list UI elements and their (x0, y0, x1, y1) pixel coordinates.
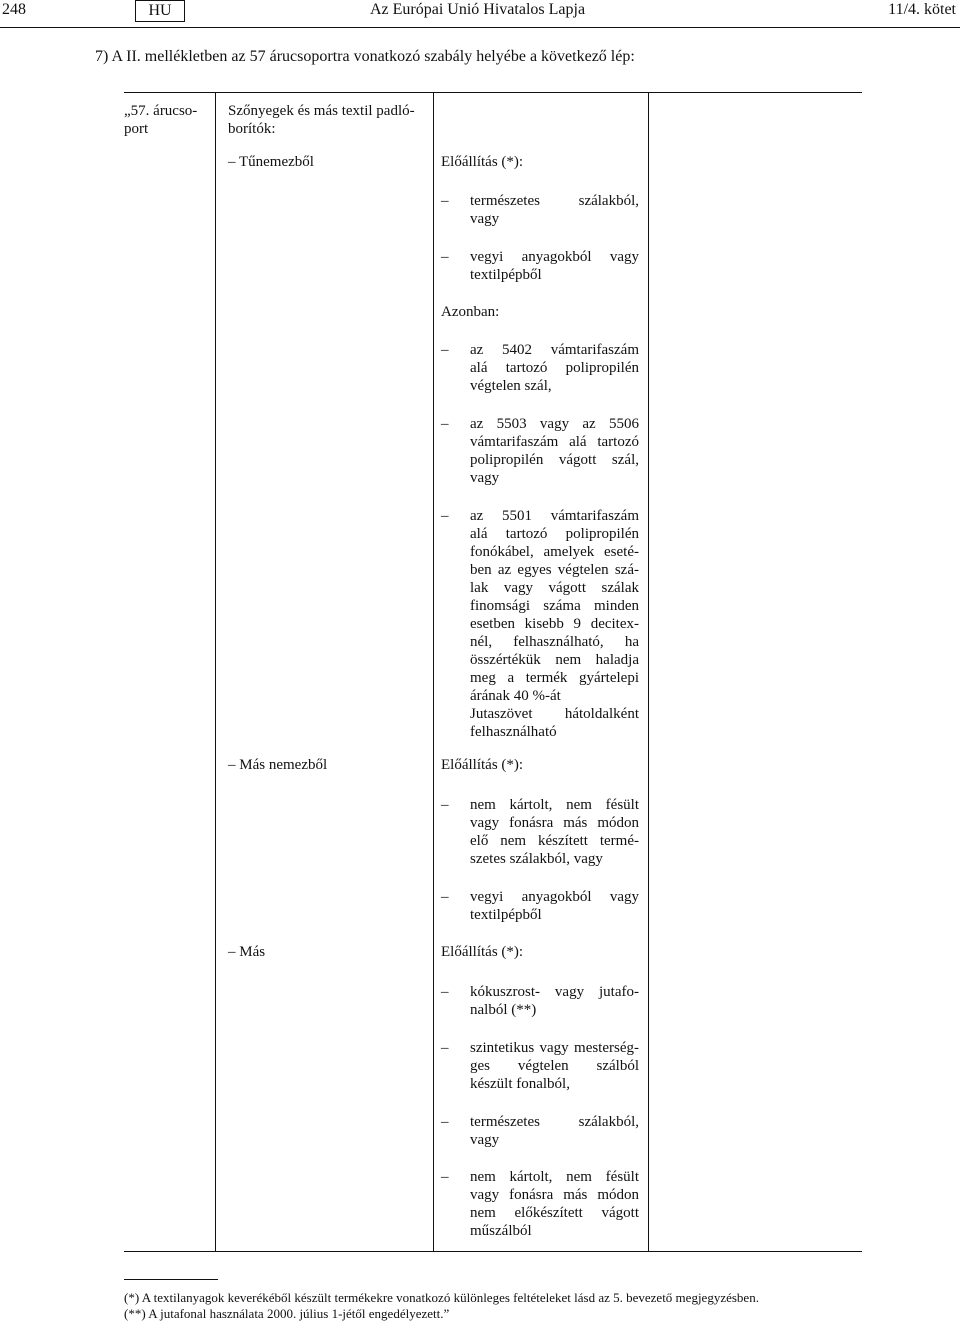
list-item: – természetes szálakból, vagy (441, 193, 639, 227)
list-item: – természetes szálakból, vagy (441, 1114, 639, 1148)
however-label: Azonban: (441, 304, 500, 320)
heading-number-cell (124, 102, 197, 138)
amendment-intro: 7) A II. mellékletben az 57 árucsoportra vonatkozó szabály helyébe a következő lép: (95, 48, 635, 65)
list-item: – vegyi anyagokból vagy textilpépből (441, 889, 639, 923)
heading-number-line: port (124, 121, 149, 137)
group-label-needleloom: – Tűnemezből (228, 154, 314, 170)
table-column-divider (433, 92, 434, 1252)
language-box: HU (135, 0, 185, 22)
product-description (228, 102, 415, 138)
header-rule (0, 27, 960, 28)
product-description-line: Szőnyegek és más textil padló- (228, 103, 415, 119)
page-header (0, 0, 960, 28)
table-column-divider (215, 92, 216, 1252)
list-item: – az 5402 vámtarifaszám alá tartozó polipropilén végtelen szál, (441, 342, 639, 394)
journal-title: Az Európai Unió Hivatalos Lapja (370, 1, 586, 18)
page-number: 248 (2, 1, 26, 18)
list-item: – kókuszrost- vagy jutafo- nalból (**) (441, 984, 639, 1018)
table-column-divider (648, 92, 649, 1252)
list-item: – nem kártolt, nem fésült vagy fonásra más módon elő nem készített termé- szetes szálakból, vagy (441, 797, 639, 867)
manufacture-heading: Előállítás (*): (441, 757, 524, 773)
manufacture-heading: Előállítás (*): (441, 154, 524, 170)
footnote: (**) A jutafonal használata 2000. július 1-jétől engedélyezett.” (124, 1306, 450, 1321)
list-item: – nem kártolt, nem fésült vagy fonásra más módon nem előkészített vágott műszálból (441, 1169, 639, 1239)
table-bottom-rule (124, 1251, 862, 1252)
list-item: – vegyi anyagokból vagy textilpépből (441, 249, 639, 283)
list-item: – szintetikus vagy mesterség- ges végtelen szálból készült fonalból, (441, 1040, 639, 1092)
product-description-line: borítók: (228, 121, 276, 137)
manufacture-heading: Előállítás (*): (441, 944, 524, 960)
table-top-rule (124, 92, 862, 93)
volume-label: 11/4. kötet (888, 1, 956, 18)
heading-number-line: „57. árucso- (124, 103, 198, 119)
group-label-other-felt: – Más nemezből (228, 757, 328, 773)
footnote: (*) A textilanyagok keverékéből készült termékekre vonatkozó különleges feltételeket lásd az 5. bevezető megjegyzésben. (124, 1290, 759, 1305)
list-item: – az 5501 vámtarifaszám alá tartozó polipropilén fonókábel, amelyek eseté- ben az egyes végtelen szá- lak vagy vágott szálak finomsági száma minden esetben kisebb 9 decitex- nél, felhasználható, ha összértékük nem haladja meg a termék gyártelepi árának 40 %-át Jutaszövet hátoldalként felhasználható (441, 508, 639, 740)
footnote-rule (124, 1279, 218, 1280)
group-label-other: – Más (228, 944, 266, 960)
list-item: – az 5503 vagy az 5506 vámtarifaszám alá tartozó polipropilén vágott szál, vagy (441, 416, 639, 486)
